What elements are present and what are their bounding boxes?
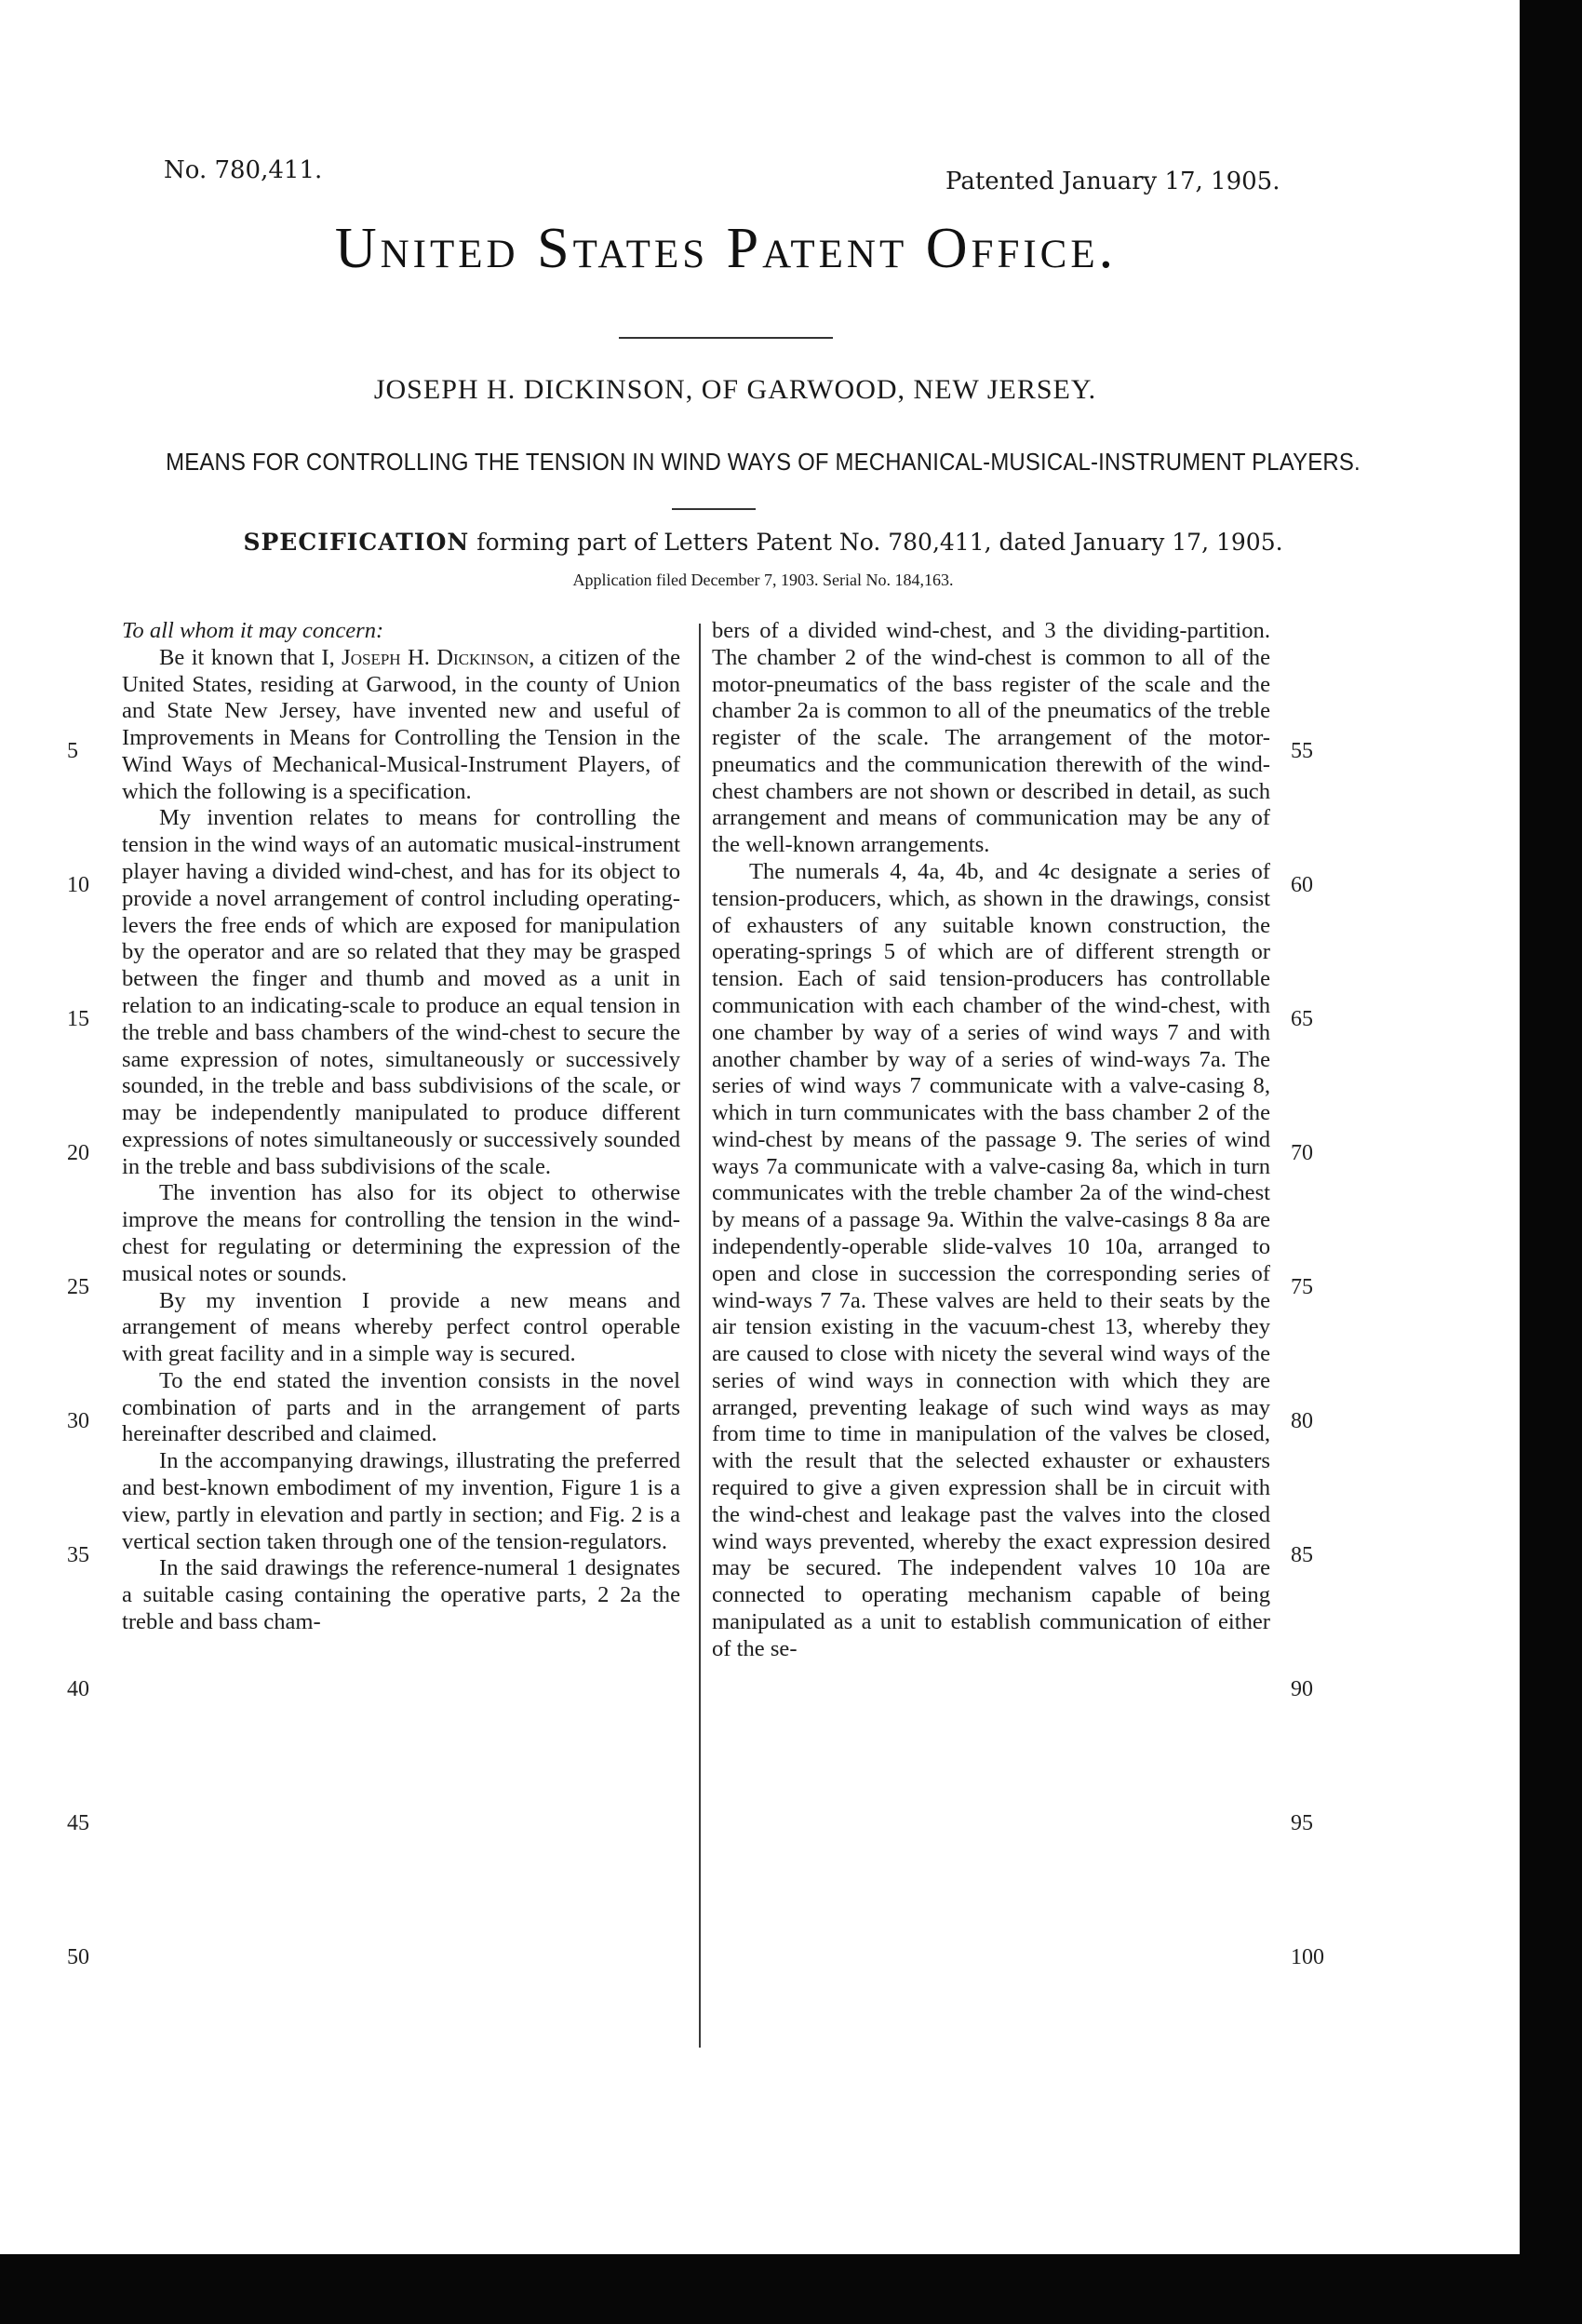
line-number: 35: [67, 1543, 89, 1567]
inventor-name: Joseph H. Dickinson: [342, 644, 530, 670]
left-column: [122, 618, 680, 1636]
specification-line: [0, 529, 1526, 556]
line-number: 100: [1291, 1945, 1324, 1969]
paragraph: The numerals 4, 4a, 4b, and 4c designate a series of tension-producers, which, as shown in the drawings, consist of exhausters of any suitable known construction, the operating-springs 5 of which are of different strength or tension. Each of said tension-producers has controllable communication with each chamber of the wind-chest, with one chamber by way of a series of wind ways 7 and with another chamber by way of a series of wind-ways 7a. The series of wind ways 7 communicate with a valve-casing 8, which in turn communicates with the bass chamber 2 of the wind-chest by means of the passage 9. The series of wind ways 7a communicate with a valve-casing 8a, which in turn communicates with the treble chamber 2a of the wind-chest by means of a passage 9a. Within the valve-casings 8 8a are independently-operable slide-valves 10 10a, arranged to open and close in succession the corresponding series of wind-ways 7 7a. These valves are held to their seats by the air tension existing in the vacuum-chest 13, whereby they are caused to close with nicety the several wind ways of the series of wind ways in connection with which they are arranged, preventing leakage of such wind ways as may from time to time in manipulation of the valves be closed, with the result that the selected exhauster or exhausters required to give a given expression shall be in circuit with the wind-chest and leakage past the valves into the closed wind ways prevented, whereby the exact expression desired may be secured. The independent valves 10 10a are connected to operating mechanism capable of being manipulated as a unit to establish communication of either of the se-: [712, 859, 1270, 1661]
line-number: 80: [1291, 1409, 1313, 1433]
line-number: 5: [67, 739, 78, 763]
patent-number: No. 780,411.: [164, 156, 323, 184]
scan-edge-right: [1520, 0, 1582, 2324]
right-column: [712, 618, 1270, 1662]
inventor-line: JOSEPH H. DICKINSON, OF GARWOOD, NEW JERSEY.: [373, 374, 1097, 405]
office-title: United States Patent Office.: [334, 217, 1118, 280]
line-number: 15: [67, 1007, 89, 1031]
line-number: 25: [67, 1275, 89, 1299]
specification-text: forming part of Letters Patent No. 780,411, dated January 17, 1905.: [469, 529, 1283, 556]
salutation: To all whom it may concern:: [122, 618, 384, 643]
line-number: 95: [1291, 1811, 1313, 1835]
invention-title: MEANS FOR CONTROLLING THE TENSION IN WIND WAYS OF MECHANICAL-MUSICAL-INSTRUMENT PLAYERS.: [166, 448, 1361, 476]
line-number: 45: [67, 1811, 89, 1835]
paragraph-text: Be it known that I,: [159, 644, 342, 670]
line-number: 65: [1291, 1007, 1313, 1031]
title-rule: [619, 337, 833, 339]
line-number: 50: [67, 1945, 89, 1969]
paragraph: My invention relates to means for controlling the tension in the wind ways of an automatic musical-instrument player having a divided wind-chest, and has for its object to provide a novel arrangement of control including operating-levers the free ends of which are exposed for manipulation by the operator and are so related that they may be grasped between the finger and thumb and moved as a unit in relation to an indicating-scale to produce an equal tension in the treble and bass chambers of the wind-chest to secure the same expression of notes, simultaneously or successively sounded, in the treble and bass subdivisions of the scale, or may be independently manipulated to produce different expressions of notes simultaneously or successively sounded in the treble and bass subdivisions of the scale.: [122, 805, 680, 1179]
line-number: 40: [67, 1677, 89, 1701]
line-number: 70: [1291, 1141, 1313, 1165]
paragraph: The invention has also for its object to otherwise improve the means for controlling the tension in the wind-chest for regulating or determining the expression of the musical notes or sounds.: [122, 1180, 680, 1286]
patented-date: Patented January 17, 1905.: [945, 168, 1280, 195]
line-number: 55: [1291, 739, 1313, 763]
paragraph: bers of a divided wind-chest, and 3 the dividing-partition. The chamber 2 of the wind-chest is common to all of the motor-pneumatics of the bass register of the scale and the chamber 2a is common to all of the pneumatics of the treble register of the scale. The arrangement of the motor-pneumatics and the communication therewith of the wind-chest chambers are not shown or described in detail, as such arrangement and means of communication may be any of the well-known arrangements.: [712, 618, 1270, 858]
line-number: 90: [1291, 1677, 1313, 1701]
paragraph: In the said drawings the reference-numeral 1 designates a suitable casing containing the operative parts, 2 2a the treble and bass cham-: [122, 1555, 680, 1634]
line-number: 75: [1291, 1275, 1313, 1299]
line-number: 10: [67, 873, 89, 897]
specification-label: SPECIFICATION: [243, 529, 470, 556]
paragraph: In the accompanying drawings, illustrating the preferred and best-known embodiment of my invention, Figure 1 is a view, partly in elevation and partly in section; and Fig. 2 is a vertical section taken through one of the tension-regulators.: [122, 1448, 680, 1554]
paragraph-text: , a citizen of the United States, residing at Garwood, in the county of Union and State New Jersey, have invented new and useful of Improvements in Means for Controlling the Tension in the Wind Ways of Mechanical-Musical-Instrument Players, of which the following is a specification.: [122, 644, 680, 804]
line-number: 85: [1291, 1543, 1313, 1567]
paragraph: [122, 645, 680, 806]
column-divider: [699, 624, 701, 2048]
line-number: 60: [1291, 873, 1313, 897]
paragraph: By my invention I provide a new means and arrangement of means whereby perfect control operable with great facility and in a simple way is secured.: [122, 1287, 680, 1367]
application-line: Application filed December 7, 1903. Serial No. 184,163.: [572, 571, 954, 589]
scan-edge-bottom: [0, 2254, 1582, 2324]
paragraph: To the end stated the invention consists in the novel combination of parts and in the arrangement of parts hereinafter described and claimed.: [122, 1367, 680, 1447]
subtitle-rule: [672, 508, 756, 510]
line-number: 20: [67, 1141, 89, 1165]
line-number: 30: [67, 1409, 89, 1433]
